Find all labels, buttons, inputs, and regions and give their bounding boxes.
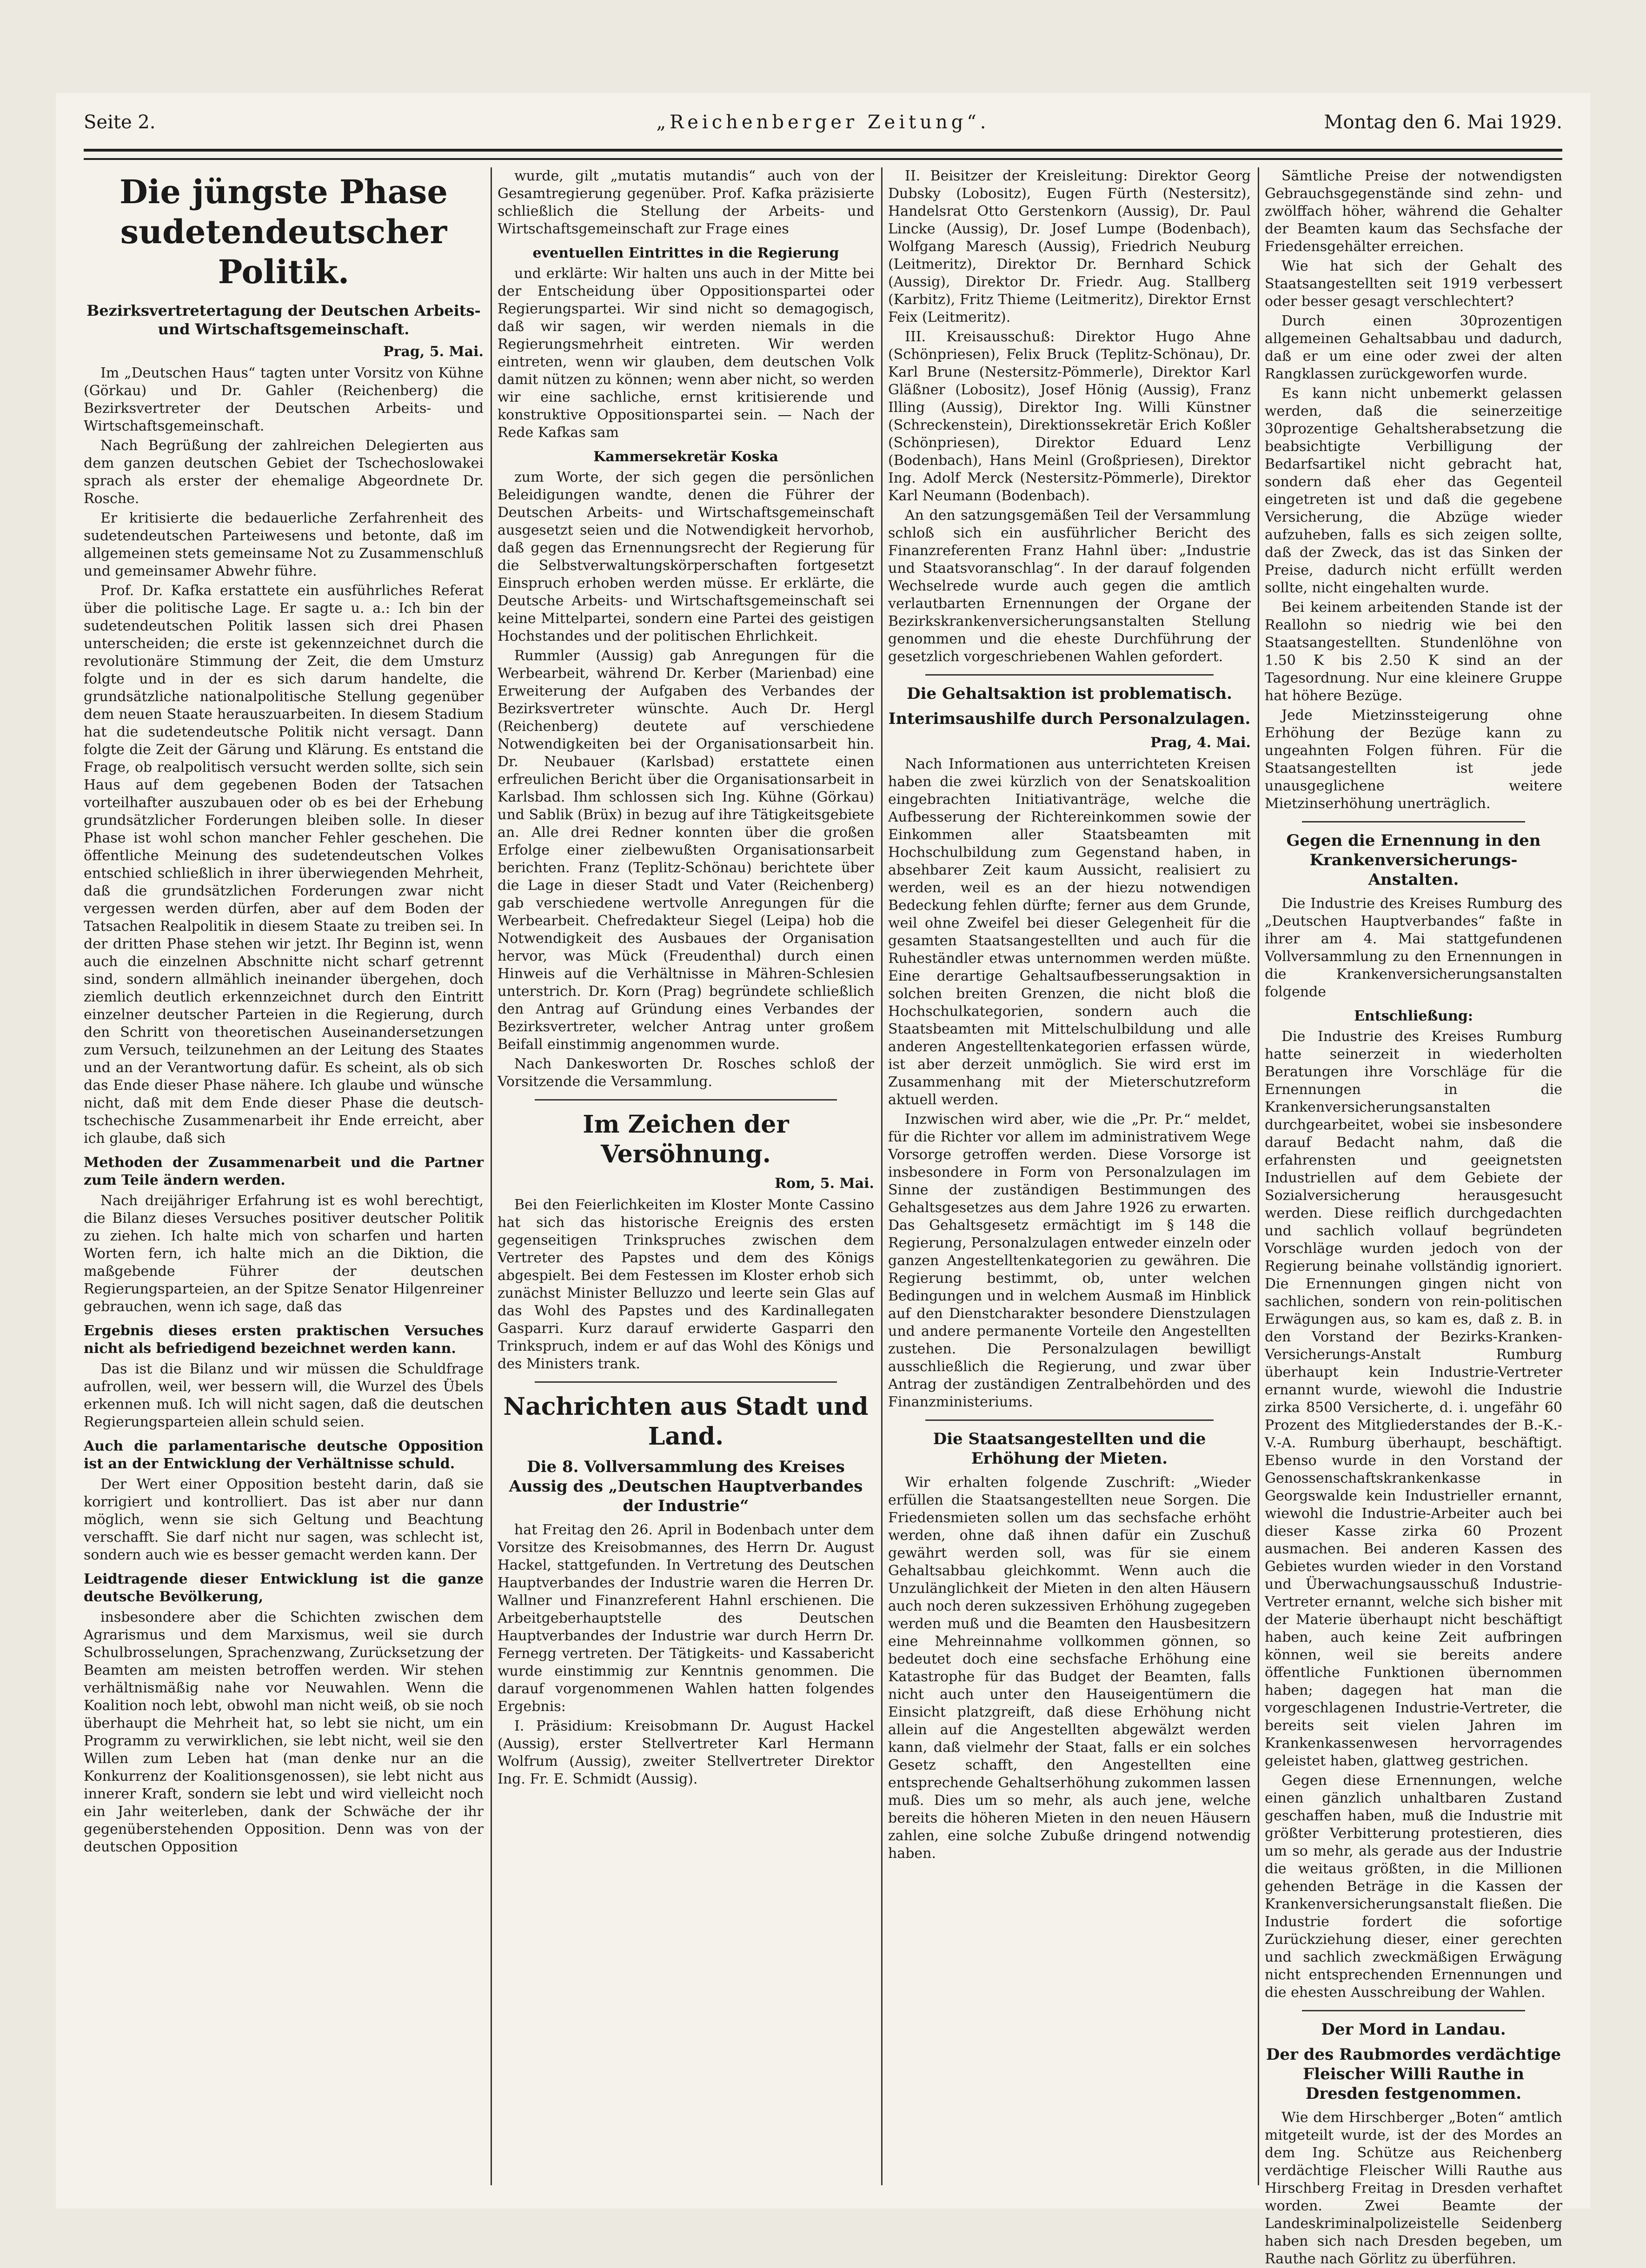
column-1 (84, 167, 484, 2185)
subsection-heading: Interimsaushilfe durch Personalzulagen. (888, 710, 1251, 728)
paragraph: Die Industrie des Kreises Rumburg hatte seinerzeit in wiederholten Beratungen ihre Vorschläge für die Ernennungen in die Krankenversicherungsanstalten durchgearbeitet, wobei sie insbesondere darauf Bedacht nahm, daß die erfahrensten und geeignetsten Industriellen auf dem Gebiete der Sozialversicherung herausgesucht werden. Diese reiflich durchgedachten und sachlich vollauf begründeten Vorschläge wurden jedoch von der Regierung beinahe vollständig ignoriert. Die Ernennungen gingen nicht von sachlichen, sondern von rein-politischen Erwägungen aus, so kam es, daß z. B. in den Vorstand der Bezirks-Kranken-Versicherungs-Anstalt Rumburg überhaupt kein Industrie-Vertreter ernannt wurde, wiewohl die Industrie zirka 8500 Versicherte, d. i. ungefähr 60 Prozent des Mitgliederstandes der B.-K.-V.-A. Rumburg überhaupt, beschäftigt. Ebenso wurde in den Vorstand der Genossenschaftskrankenkasse in Georgswalde kein Industrieller ernannt, wiewohl die Industrie-Arbeiter auch bei dieser Kasse zirka 60 Prozent ausmachen. Bei anderen Kassen des Gebietes wurden wieder in den Vorstand und Überwachungsausschuß Industrie-Vertreter ernannt, welche sich bisher mit der Materie überhaupt nicht beschäftigt haben, auch keine Zeit aufbringen können, weil sie bereits andere öffentliche Funktionen übernommen haben; dagegen hat man die vorgeschlagenen Industrie-Vertreter, die bereits seit vielen Jahren im Krankenkassenwesen hervorragendes geleistet haben, glattweg gestrichen. (1265, 1028, 1562, 1769)
separator (1302, 2010, 1525, 2011)
paragraph: Nach Informationen aus unterrichteten Kreisen haben die zwei kürzlich von der Senatskoalition eingebrachten Initiativanträge, welche die Aufbesserung der Richtereinkommen sowie der Einkommen aller Staatsbeamten mit Hochschulbildung zum Gegenstand haben, in absehbarer Zeit kaum Aussicht, realisiert zu werden, weil es an der hiezu notwendigen Bedeckung fehlen dürfte; ferner aus dem Grunde, weil ohne Zweifel bei dieser Gelegenheit für die gesamten Staatsangestellten und auch für die Ruheständler etwas unternommen werden müßte. Eine derartige Gehaltsaufbesserungsaktion in solchen breiten Grenzen, die nicht bloß die Hochschulkategorien, sondern auch die Staatsbeamten mit Mittelschulbildung und alle anderen Angestelltenkategorien erfassen würde, ist aber derzeit unmöglich. Sie wird erst im Zusammenhang mit der Mieterschutzreform aktuell werden. (888, 756, 1251, 1108)
section-heading: Nachrichten aus Stadt und Land. (503, 1393, 869, 1451)
column-3 (888, 167, 1251, 2185)
column-divider (491, 167, 492, 2185)
page-header (84, 112, 1562, 139)
paragraph: Gegen diese Ernennungen, welche einen gänzlich unhaltbaren Zustand geschaffen haben, muß die Industrie mit größter Verbitterung protestieren, dies um so mehr, als gerade aus der Industrie die weitaus größten, in die Millionen gehenden Beträge in die Kassen der Krankenversicherungsanstalt fließen. Die Industrie fordert die sofortige Zurückziehung dieser, einer gerechten und sachlich zweckmäßigen Erwägung nicht entsprechenden Ernennungen und die ehesten Ausschreibung der Wahlen. (1265, 1772, 1562, 2001)
paragraph: Inzwischen wird aber, wie die „Pr. Pr.“ meldet, für die Richter vor allem im administrativem Wege Vorsorge getroffen werden. Diese Vorsorge ist insbesondere in Form von Personalzulagen im Sinne der zuständigen Bestimmungen des Gehaltsgesetzes aus dem Jahre 1926 zu erwarten. Das Gehaltsgesetz ermächtigt im § 148 die Regierung, Personalzulagen entweder einzeln oder ganzen Angestelltenkategorien zu gewähren. Die Regierung bestimmt, ob, unter welchen Bedingungen und in welchem Ausmaß im Hinblick auf den Dienstcharakter besondere Dienstzulagen und andere permanente Vorteile den Angestellten zustehen. Die Personalzulagen bewilligt ausschließlich die Regierung, und zwar über Antrag der zuständigen Zentralbehörden und des Finanzministeriums. (888, 1111, 1251, 1410)
paragraph: hat Freitag den 26. April in Bodenbach unter dem Vorsitze des Kreisobmannes, des Herrn Dr. August Hackel, stattgefunden. In Vertretung des Deutschen Hauptverbandes der Industrie waren die Herren Dr. Wallner und Finanzreferent Hahnl erschienen. Die Arbeitgeberhauptstelle des Deutschen Hauptverbandes der Industrie war durch Herrn Dr. Fernegg vertreten. Der Tätigkeits- und Kassabericht wurde einstimmig zur Kenntnis genommen. Die darauf vorgenommenen Wahlen hatten folgendes Ergebnis: (498, 1522, 874, 1715)
paragraph: Jede Mietzinssteigerung ohne Erhöhung der Bezüge kann zu ungeahnten Folgen führen. Für die Staatsangestellten ist jede unausgeglichene weitere Mietzinserhöhung unerträglich. (1265, 707, 1562, 812)
paragraph: Prof. Dr. Kafka erstattete ein ausführliches Referat über die politische Lage. Er sagte u. a.: Ich bin der sudetendeutschen Politik lassen sich drei Phasen unterscheiden; die erste ist gekennzeichnet durch die revolutionäre Stimmung der Zeit, die dem Umsturz folgte und in der es sich darum handelte, die grundsätzliche nationalpolitische Stellung gegenüber dem neuen Staate herauszuarbeiten. In diesem Stadium hat die sudetendeutsche Politik nicht versagt. Dann folgte die Zeit der Gärung und Klärung. Es entstand die Frage, ob realpolitisch versucht werden sollte, sich sein Haus auf dem gegebenen Boden der Tatsachen vorteilhafter auszubauen oder ob es bei der Erhebung grundsätzlicher Forderungen bleiben solle. In dieser Phase ist wohl schon mancher Fehler geschehen. Die öffentliche Meinung des sudetendeutschen Volkes entschied schließlich in ihrer überwiegenden Mehrheit, daß die grundsätzlichen Forderungen zwar nicht vergessen werden dürfen, aber auf dem Boden der Tatsachen Realpolitik in diesem Staate zu treiben sei. In der dritten Phase stehen wir jetzt. Ihr Beginn ist, wenn auch die einzelnen Abschnitte nicht scharf getrennt sind, sondern allmählich ineinander übergehen, doch ziemlich deutlich erkennzeichnet durch den Eintritt einzelner deutscher Parteien in die Regierung, durch den Schritt von theoretischen Auseinandersetzungen zum Versuch, teilzunehmen an der Leitung des Staates und an der Verantwortung dafür. Es scheint, als ob sich das Ende dieser Phase nähere. Ich glaube und wünsche nicht, daß mit dem Ende dieser Phase die deutsch-tschechische Zusammenarbeit ihr Ende erreicht, aber ich glaube, daß sich (84, 583, 484, 1147)
dateline: Rom, 5. Mai. (775, 1175, 874, 1192)
paragraph: und erklärte: Wir halten uns auch in der Mitte bei der Entscheidung über Oppositionspartei oder Regierungspartei. Wir sind nicht so demagogisch, daß wir sagen, wir werden niemals in die Regierungsmehrheit eintreten. Wir werden eintreten, wenn wir glauben, dem deutschen Volk damit nützen zu können; wenn aber nicht, so werden wir eine sachliche, ernst kritisierende und konstruktive Oppositionspartei sein. — Nach der Rede Kafkas sam (498, 265, 874, 441)
separator (925, 1419, 1214, 1421)
paragraph: Im „Deutschen Haus“ tagten unter Vorsitz von Kühne (Görkau) und Dr. Gahler (Reichenberg) die Bezirksvertreter der Deutschen Arbeits- und Wirtschaftsgemeinschaft. (84, 365, 484, 434)
paragraph: Nach Begrüßung der zahlreichen Delegierten aus dem ganzen deutschen Gebiet der Tschechoslowakei sprach als erster der ehemalige Abgeordnete Dr. Rosche. (84, 438, 484, 507)
inline-heading: Methoden der Zusammenarbeit und die Partner zum Teile ändern werden. (84, 1154, 484, 1188)
paragraph: Wie hat sich der Gehalt des Staatsangestellten seit 1919 verbessert oder besser gesagt verschlechtert? (1265, 258, 1562, 310)
paragraph: Die Industrie des Kreises Rumburg des „Deutschen Hauptverbandes“ faßte in ihrer am 4. Mai stattgefundenen Vollversammlung zu den Ernennungen in die Krankenversicherungsanstalten folgende (1265, 895, 1562, 1000)
paragraph: Wie dem Hirschberger „Boten“ amtlich mitgeteilt wurde, ist der des Mordes an dem Ing. Schütze aus Reichenberg verdächtige Fleischer Willi Rauthe aus Hirschberg Freitag in Dresden verhaftet worden. Zwei Beamte der Landeskriminalpolizeistelle Seidenberg haben sich nach Dresden begeben, um Rauthe nach Görlitz zu überführen. (1265, 2109, 1562, 2267)
paragraph: Nach dreijähriger Erfahrung ist es wohl berechtigt, die Bilanz dieses Versuches positiver deutscher Politik zu ziehen. Ich halte mich von scharfen und harten Worten fern, ich halte mich an die Diktion, die maßgebende Führer der deutschen Regierungsparteien, an der Spitze Senator Hilgenreiner gebrauchen, wenn ich sage, daß das (84, 1193, 484, 1315)
paragraph: wurde, gilt „mutatis mutandis“ auch von der Gesamtregierung gegenüber. Prof. Kafka präzisierte schließlich die Stellung der Arbeits- und Wirtschaftsgemeinschaft zur Frage eines (498, 168, 874, 237)
inline-heading: Auch die parlamentarische deutsche Opposition ist an der Entwicklung der Verhältnisse schuld. (84, 1438, 484, 1472)
paragraph: Bei keinem arbeitenden Stande ist der Reallohn so niedrig wie bei den Staatsangestellten. Stundenlöhne von 1.50 K bis 2.50 K sind an der Tagesordnung. Nur eine kleinere Gruppe hat höhere Bezüge. (1265, 599, 1562, 704)
subsection-heading: Der Mord in Landau. (1321, 2020, 1506, 2039)
paragraph: Durch einen 30prozentigen allgemeinen Gehaltsabbau und dadurch, daß er um eine oder zwei der alten Rangklassen zurückgeworfen wurde. (1265, 313, 1562, 382)
paragraph: Das ist die Bilanz und wir müssen die Schuldfrage aufrollen, weil, wer bessern will, die Wurzel des Übels erkennen muß. Ich will nicht sagen, daß die deutschen Regierungsparteien allein schuld seien. (84, 1361, 484, 1430)
inline-heading: Entschließung: (1354, 1008, 1473, 1024)
article-headline: Die jüngste Phase sudetendeutscher Politik. (119, 172, 448, 291)
inline-heading: Kammersekretär Koska (593, 449, 778, 465)
column-4 (1265, 167, 1562, 2267)
column-divider (1258, 167, 1259, 2185)
paragraph: insbesondere aber die Schichten zwischen dem Agrarismus und dem Marxismus, weil sie durch Schulbrosselungen, Sprachenzwang, Zurücksetzung der Beamten am meisten betroffen werden. Wir stehen verhältnismäßig nahe vor Neuwahlen. Wenn die Koalition noch lebt, obwohl man nicht weiß, ob sie noch überhaupt die Mehrheit hat, so lebt sie nicht, um ein Programm zu verwirklichen, sie lebt nicht, weil sie den Willen zum Leben hat (man denke nur an die Konkurrenz der Koalitionsgenossen), sie lebt nicht aus innerer Kraft, sondern sie lebt und wird vielleicht noch ein Jahr weiterleben, dank der Schwäche der ihr gegenüberstehenden Opposition. Denn was von der deutschen Opposition (84, 1609, 484, 1855)
header-rule (84, 149, 1562, 160)
paragraph: Bei den Feierlichkeiten im Kloster Monte Cassino hat sich das historische Ereignis des ersten gegenseitigen Trinkspruches zwischen dem Vertreter des Papstes und dem des Königs abgespielt. Bei dem Festessen im Kloster erhob sich zunächst Minister Belluzzo und leerte sein Glas auf das Wohl des Papstes und des Kardinallegaten Gasparri. Kurz darauf erwiderte Gasparri den Trinkspruch, indem er auf das Wohl des Königs und des Ministers trank. (498, 1197, 874, 1372)
paragraph: I. Präsidium: Kreisobmann Dr. August Hackel (Aussig), erster Stellvertreter Karl Hermann Wolfrum (Aussig), zweiter Stellvertreter Direktor Ing. Fr. E. Schmidt (Aussig). (498, 1718, 874, 1787)
separator (925, 674, 1214, 676)
article-subhead: Bezirksvertretertagung der Deutschen Arbeits- und Wirtschaftsgemeinschaft. (86, 302, 481, 338)
separator (1302, 821, 1525, 822)
separator (535, 1099, 837, 1101)
page-number: Seite 2. (84, 112, 156, 133)
subsection-heading: Die Gehaltsaktion ist problematisch. (907, 684, 1232, 703)
paragraph: Der Wert einer Opposition besteht darin, daß sie korrigiert und kontrolliert. Das ist aber nur dann möglich, wenn sie sich Geltung und Beachtung verschafft. Sie darf nicht nur sagen, was schlecht ist, sondern auch wie es besser gemacht werden kann. Der (84, 1476, 484, 1563)
paragraph: Sämtliche Preise der notwendigsten Gebrauchsgegenstände sind zehn- und zwölffach höher, während die Gehalter der Beamten kaum das Sechsfache der Friedensgehälter erreichen. (1265, 168, 1562, 255)
paragraph: III. Kreisausschuß: Direktor Hugo Ahne (Schönpriesen), Felix Bruck (Teplitz-Schönau), Dr. Karl Brune (Nestersitz-Pömmerle), Direktor Karl Gläßner (Lobositz), Josef Hönig (Aussig), Franz Illing (Aussig), Direktor Ing. Willi Künstner (Schreckenstein), Direktionssekretär Erich Koßler (Schönpriesen), Direktor Eduard Lenz (Bodenbach), Hans Meinl (Großpriesen), Direktor Ing. Adolf Merck (Nestersitz-Pömmerle), Direktor Karl Neumann (Bodenbach). (888, 329, 1251, 504)
paragraph: Wir erhalten folgende Zuschrift: „Wieder erfüllen die Staatsangestellten neue Sorgen. Die Friedensmieten sollen um das sechsfache erhöht werden, ohne daß ihnen dafür ein Zuschuß gewährt werden soll, was für sie einem Gehaltsabbau gleichkommt. Wenn auch die Unzulänglichkeit der Mieten in den alten Häusern auch noch deren sukzessiven Erhöhung zugegeben werden muß und die Beamten den Hausbesitzern eine Mehreinnahme vollkommen gönnen, so bedeutet doch eine sechsfache Erhöhung eine Katastrophe für das Budget der Beamten, falls nicht auch unter den Hauseigentümern die Einsicht platzgreift, daß diese Erhöhung nicht allein auf die Angestellten abgewälzt werden kann, daß vielmehr der Staat, falls er ein solches Gesetz schafft, den Angestellten eine entsprechende Gehaltserhöhung zukommen lassen muß. Dies um so mehr, als auch jene, welche bereits die höheren Mieten in den neuen Häusern zahlen, eine solche Zubuße dringend notwendig haben. (888, 1474, 1251, 1862)
paragraph: Rummler (Aussig) gab Anregungen für die Werbearbeit, während Dr. Kerber (Marienbad) eine Erweiterung der Aufgaben des Verbandes der Bezirksvertreter wünschte. Auch Dr. Hergl (Reichenberg) deutete auf verschiedene Notwendigkeiten bei der Organisationsarbeit hin. Dr. Neubauer (Karlsbad) erstattete einen erfreulichen Bericht über die Organisationsarbeit in Karlsbad. Ihm schlossen sich Ing. Kühne (Görkau) und Sablik (Brüx) in bezug auf ihre Tätigkeitsgebiete an. Alle drei Redner konnten über die großen Erfolge einer zielbewußten Organisationsarbeit berichten. Franz (Teplitz-Schönau) berichtete über die Lage in dieser Stadt und Vater (Reichenberg) gab verschiedene wertvolle Anregungen für die Werbearbeit. Chefredakteur Siegel (Leipa) hob die Notwendigkeit des Ausbaues der Organisation hervor, was Mück (Freudenthal) durch einen Hinweis auf die Verhältnisse in Mähren-Schlesien unterstrich. Dr. Korn (Prag) begründete schließlich den Antrag auf Gründung eines Verbandes der Bezirksvertreter, welcher Antrag unter großem Beifall einstimmig angenommen wurde. (498, 648, 874, 1053)
inline-heading: eventuellen Eintrittes in die Regierung (532, 245, 839, 261)
paragraph: Nach Dankesworten Dr. Rosches schloß der Vorsitzende die Versammlung. (498, 1056, 874, 1090)
newspaper-page (56, 93, 1590, 2267)
separator (535, 1381, 837, 1383)
dateline: Prag, 4. Mai. (1150, 735, 1251, 751)
paragraph: Er kritisierte die bedauerliche Zerfahrenheit des sudetendeutschen Parteiwesens und betonte, daß im allgemeinen stets gemeinsame Not zu Zusammenschluß und gemeinsamer Abwehr führe. (84, 510, 484, 579)
subsection-heading: Der des Raubmordes verdächtige Fleischer Willi Rauthe in Dresden festgenommen. (1266, 2045, 1561, 2103)
issue-date: Montag den 6. Mai 1929. (1324, 112, 1562, 133)
column-divider (881, 167, 883, 2185)
paragraph: II. Beisitzer der Kreisleitung: Direktor Georg Dubsky (Lobositz), Eugen Fürth (Nestersitz), Handelsrat Otto Gerstenkorn (Aussig), Dr. Paul Lincke (Aussig), Dr. Josef Lumpe (Bodenbach), Wolfgang Maresch (Aussig), Friedrich Neuburg (Leitmeritz), Direktor Dr. Bernhard Schick (Aussig), Direktor Dr. Friedr. Aug. Stallberg (Karbitz), Fritz Thieme (Leitmeritz), Direktor Ernst Feix (Leitmeritz). (888, 168, 1251, 325)
dateline: Prag, 5. Mai. (383, 344, 484, 360)
subsection-heading: Die Staatsangestellten und die Erhöhung der Mieten. (933, 1430, 1206, 1468)
subsection-heading: Die 8. Vollversammlung des Kreises Aussig des „Deutschen Hauptverbandes der Industrie“ (509, 1458, 863, 1515)
column-2 (498, 167, 874, 2185)
subsection-heading: Gegen die Ernennung in den Krankenversicherungs-Anstalten. (1286, 831, 1541, 889)
section-heading: Im Zeichen der Versöhnung. (583, 1110, 789, 1168)
inline-heading: Ergebnis dieses ersten praktischen Versuches nicht als befriedigend bezeichnet werden kann. (84, 1323, 484, 1357)
paragraph: zum Worte, der sich gegen die persönlichen Beleidigungen wandte, denen die Führer der Deutschen Arbeits- und Wirtschaftsgemeinschaft ausgesetzt seien und die Notwendigkeit hervorhob, daß gegen das Ernennungsrecht der Regierung für die Selbstverwaltungskörperschaften fortgesetzt Einspruch erhoben werden müsse. Er erklärte, die Deutsche Arbeits- und Wirtschaftsgemeinschaft sei keine Mittelpartei, sondern eine Partei des geistigen Hochstandes und der politischen Ehrlichkeit. (498, 469, 874, 644)
newspaper-title: „Reichenberger Zeitung“. (656, 112, 990, 133)
paragraph: An den satzungsgemäßen Teil der Versammlung schloß sich ein ausführlicher Bericht des Finanzreferenten Franz Hahnl über: „Industrie und Staatsvoranschlag“. In der darauf folgenden Wechselrede wurde auch gegen die amtlich verlautbarten Ernennungen der Organe der Bezirkskrankenversicherungsanstalten Stellung genommen und die eheste Durchführung der gesetzlich vorgeschriebenen Wahlen gefordert. (888, 507, 1251, 665)
paragraph: Es kann nicht unbemerkt gelassen werden, daß die seinerzeitige 30prozentige Gehaltsherabsetzung die beabsichtigte Verbilligung der Bedarfsartikel nicht gebracht hat, sondern daß eher das Gegenteil eingetreten ist und daß die gegebene Versicherung, die Abzüge wieder aufzuheben, falls es sich zeigen sollte, daß der Zweck, das ist das Sinken der Preise, dadurch nicht erfüllt werden sollte, nicht eingehalten wurde. (1265, 385, 1562, 596)
inline-heading: Leidtragende dieser Entwicklung ist die ganze deutsche Bevölkerung, (84, 1571, 484, 1605)
